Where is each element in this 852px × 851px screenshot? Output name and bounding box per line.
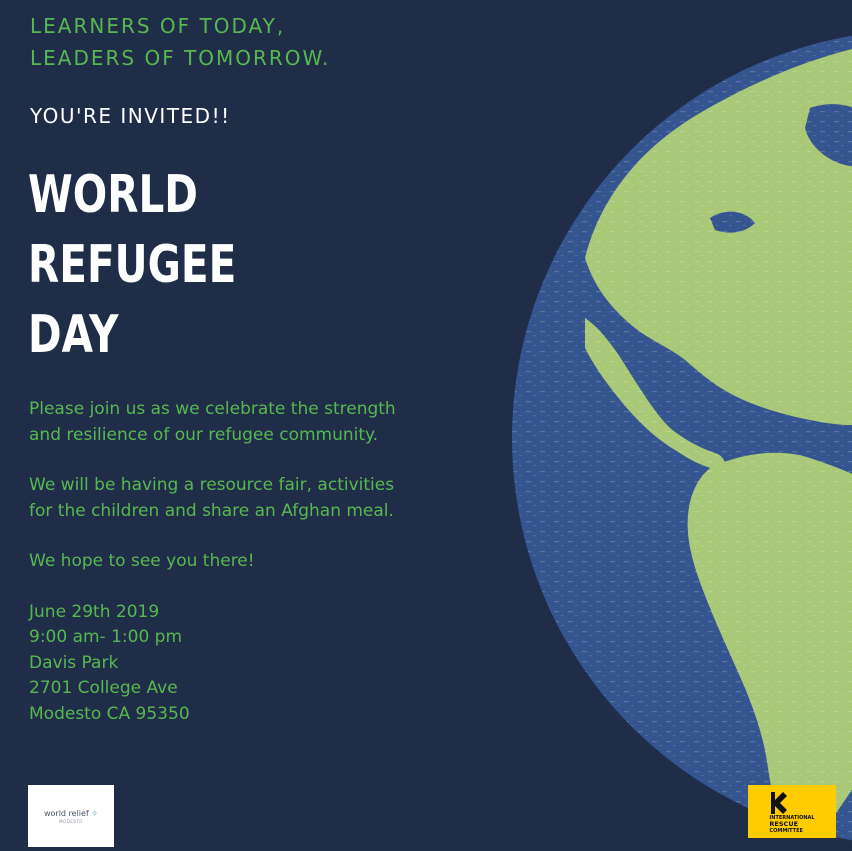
irc-arrow-icon bbox=[769, 791, 789, 815]
event-venue: Davis Park bbox=[29, 652, 119, 673]
tagline bbox=[30, 10, 330, 74]
event-description bbox=[29, 397, 409, 727]
irc-line-3: COMMITTEE bbox=[769, 828, 803, 834]
closing-paragraph: We hope to see you there! bbox=[29, 551, 255, 571]
irc-line-2: RESCUE bbox=[769, 820, 799, 828]
event-city: Modesto CA 95350 bbox=[29, 703, 190, 724]
intro-paragraph: Please join us as we celebrate the strength and resilience of our refugee community. bbox=[29, 399, 396, 445]
event-date: June 29th 2019 bbox=[29, 601, 160, 622]
title-line-1: WORLD bbox=[28, 165, 198, 225]
event-title bbox=[28, 160, 236, 370]
star-icon: ✧ bbox=[91, 808, 99, 818]
world-relief-logo bbox=[28, 785, 114, 847]
globe-icon bbox=[510, 28, 852, 848]
event-time: 9:00 am- 1:00 pm bbox=[29, 627, 183, 647]
tagline-line-1: LEARNERS OF TODAY, bbox=[30, 14, 286, 38]
irc-logo bbox=[748, 785, 836, 838]
invited-heading: YOU'RE INVITED!! bbox=[30, 104, 231, 128]
event-street: 2701 College Ave bbox=[29, 678, 178, 698]
activities-paragraph: We will be having a resource fair, activities for the children and share an Afghan meal. bbox=[29, 475, 395, 521]
globe-illustration bbox=[510, 28, 852, 848]
irc-line-1: INTERNATIONAL bbox=[769, 815, 815, 821]
title-line-3: DAY bbox=[28, 305, 119, 365]
title-line-2: REFUGEE bbox=[28, 235, 237, 295]
tagline-line-2: LEADERS OF TOMORROW. bbox=[30, 46, 331, 70]
world-relief-name: world relief bbox=[43, 808, 89, 818]
world-relief-location: MODESTO bbox=[59, 818, 83, 824]
